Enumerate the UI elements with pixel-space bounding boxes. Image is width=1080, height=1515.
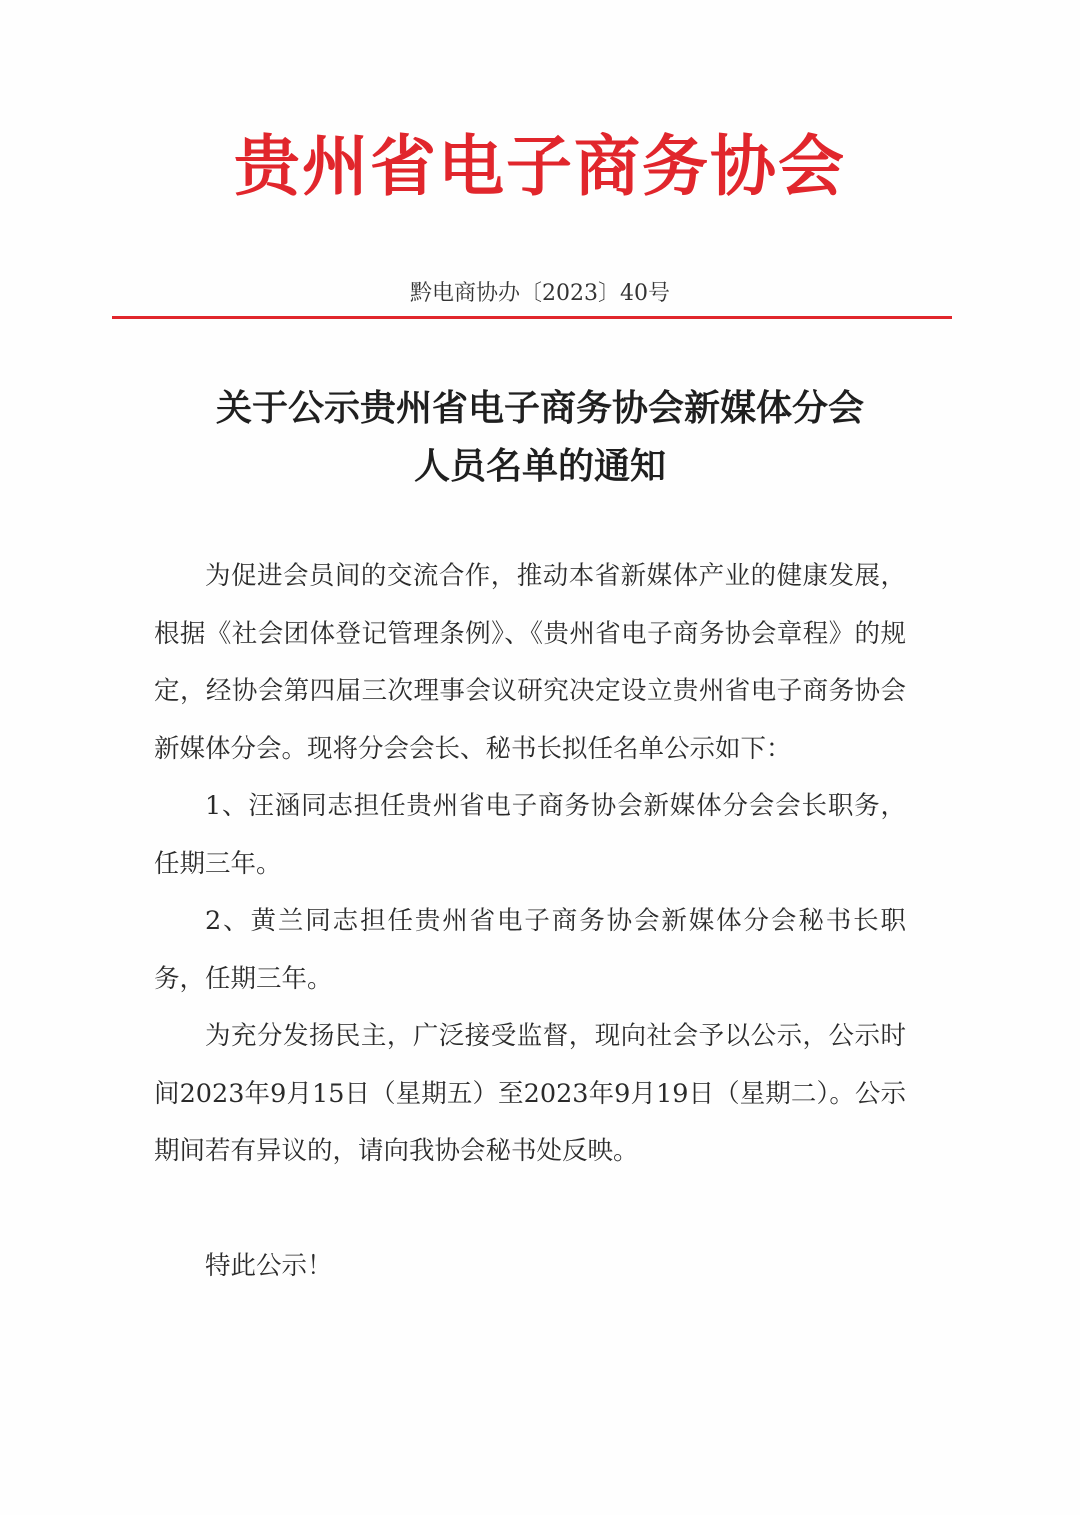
red-divider-line bbox=[112, 316, 952, 319]
appointment-item-2: 2、黄兰同志担任贵州省电子商务协会新媒体分会秘书长职务，任期三年。 bbox=[154, 906, 906, 994]
notice-body bbox=[154, 548, 906, 1295]
closing-line: 特此公示！ bbox=[205, 1250, 333, 1281]
appointment-item-1: 1、汪涵同志担任贵州省电子商务协会新媒体分会会长职务，任期三年。 bbox=[154, 791, 906, 879]
title-line-1: 关于公示贵州省电子商务协会新媒体分会 bbox=[215, 388, 864, 429]
document-number: 黔电商协办〔2023〕40号 bbox=[410, 281, 670, 306]
organization-header: 贵州省电子商务协会 bbox=[234, 128, 846, 205]
publicity-paragraph: 为充分发扬民主，广泛接受监督，现向社会予以公示，公示时间2023年9月15日（星期五）至2023年9月19日（星期二）。公示期间若有异议的，请向我协会秘书处反映。 bbox=[154, 1021, 906, 1166]
title-line-2: 人员名单的通知 bbox=[413, 446, 666, 487]
intro-paragraph: 为促进会员间的交流合作，推动本省新媒体产业的健康发展，根据《社会团体登记管理条例》、《贵州省电子商务协会章程》的规定，经协会第四届三次理事会议研究决定设立贵州省电子商务协会新媒体分会。现将分会会长、秘书长拟任名单公示如下： bbox=[154, 561, 906, 764]
notice-title bbox=[0, 380, 1080, 496]
